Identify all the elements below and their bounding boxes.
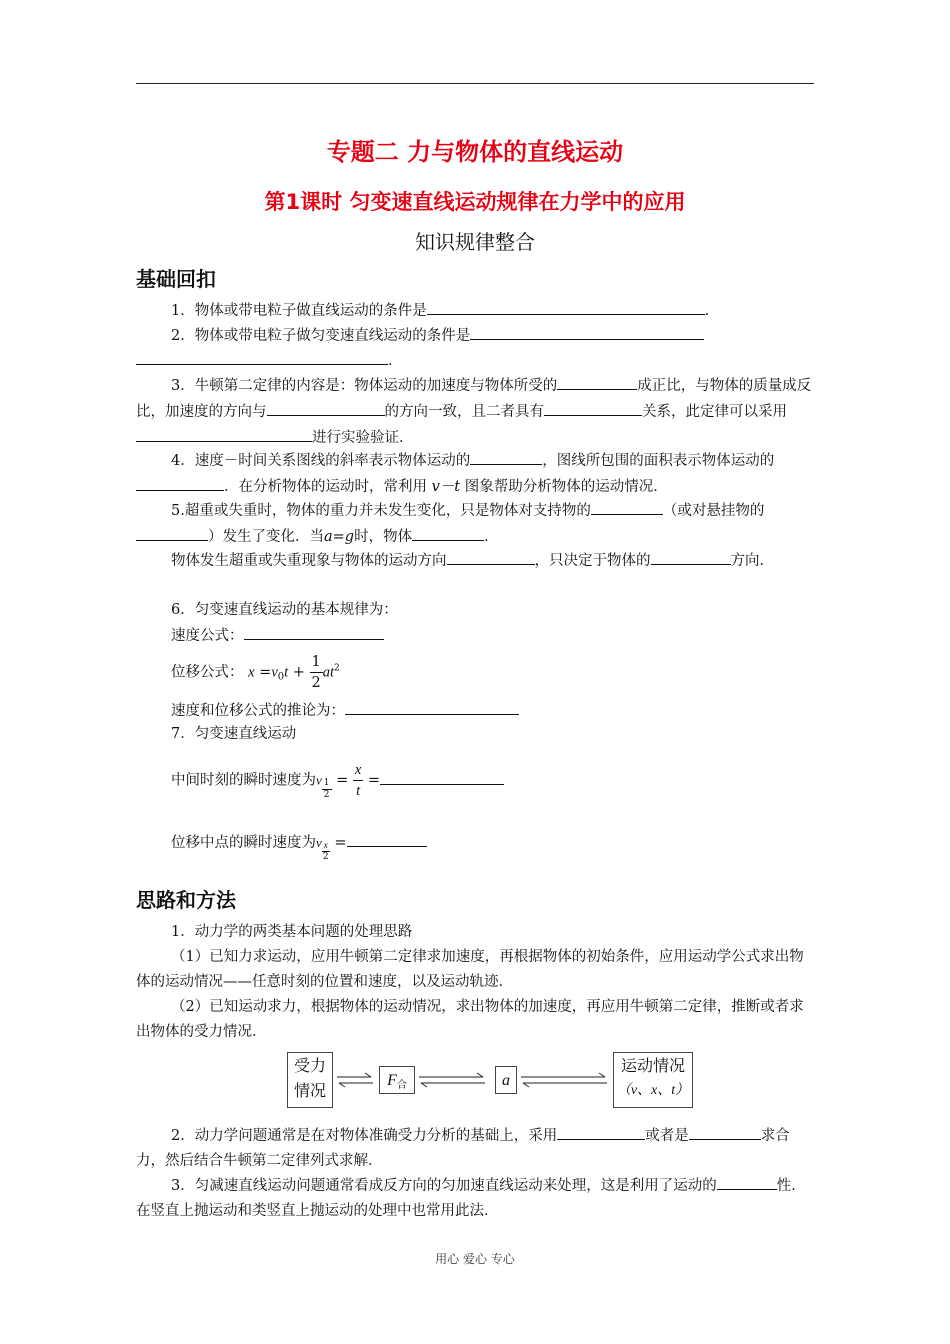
question-4: 4．速度－时间关系图线的斜率表示物体运动的 ，图线所包围的面积表示物体运动的．在分析物体的运动时，常利用 v－t 图象帮助分析物体的运动情况． <box>136 448 816 500</box>
derived-formula: 速度和位移公式的推论为： <box>171 698 816 724</box>
subtitle: 知识规律整合 <box>415 230 535 254</box>
acceleration-box: a <box>495 1066 517 1094</box>
mid-time-velocity: 中间时刻的瞬时速度为v $\frac{1}{2}$ = $\frac{x}{t}$ = <box>171 760 816 801</box>
question-5-cont: 物体发生超重或失重现象与物体的运动方向 ，只决定于物体的 方向． <box>136 548 816 574</box>
section-heading-basics: 基础回扣 <box>136 267 216 291</box>
method-1: 1．动力学的两类基本问题的处理思路 <box>171 924 413 940</box>
question-6: 6．匀变速直线运动的基本规律为： <box>171 602 398 618</box>
double-arrow-icon <box>519 1070 609 1090</box>
method-3: 3．匀减速直线运动问题通常看成反方向的匀加速直线运动来处理，这是利用了运动的 性．在竖直上抛运动和类竖直上抛运动的处理中也常用此法． <box>136 1173 816 1224</box>
question-2: 2．物体或带电粒子做匀变速直线运动的条件是 <box>171 323 816 349</box>
displacement-formula: 位移公式： $x =v_0t$ + $\frac{1}{2}$ $at^2$ <box>171 654 340 691</box>
method-1a: （1）已知力求运动，应用牛顿第二定律求加速度，再根据物体的初始条件，应用运动学公式求出物体的运动情况——任意时刻的位置和速度，以及运动轨迹． <box>136 949 804 990</box>
question-5: 5.超重或失重时，物体的重力并未发生变化，只是物体对支持物的 （或对悬挂物的）发生了变化．当a=g时，物体 ． <box>136 498 816 550</box>
page-footer: 用心 爱心 专心 <box>435 1252 515 1266</box>
mid-position-velocity: 位移中点的瞬时速度为v $\frac{x}{2}$ = <box>171 830 816 863</box>
motion-box: 运动情况 （v、x、t） <box>613 1052 693 1108</box>
question-2-cont: ． <box>136 348 816 374</box>
question-1: 1．物体或带电粒子做直线运动的条件是 ． <box>171 298 816 324</box>
section-heading-methods: 思路和方法 <box>136 888 236 912</box>
force-box: 受力 情况 <box>287 1052 333 1108</box>
velocity-formula: 速度公式： <box>171 623 816 649</box>
question-7: 7．匀变速直线运动 <box>171 726 297 742</box>
net-force-box: $F_合$ <box>379 1066 415 1094</box>
top-rule <box>136 83 814 84</box>
doc-title: 专题二 力与物体的直线运动 <box>326 137 624 166</box>
dynamics-flow-diagram <box>287 1052 707 1112</box>
question-3: 3．牛顿第二定律的内容是：物体运动的加速度与物体所受的 成正比，与物体的质量成反比，加速度的方向与 的方向一致，且二者具有 关系，此定律可以采用进行实验验证． <box>136 373 816 451</box>
lesson-title: 第1课时 匀变速直线运动规律在力学中的应用 <box>264 190 686 214</box>
method-1b: （2）已知运动求力，根据物体的运动情况，求出物体的加速度，再应用牛顿第二定律，推断或者求出物体的受力情况． <box>136 999 804 1040</box>
double-arrow-icon <box>335 1070 375 1090</box>
method-2: 2．动力学问题通常是在对物体准确受力分析的基础上，采用 或者是 求合力，然后结合牛顿第二定律列式求解． <box>136 1123 816 1174</box>
double-arrow-icon <box>417 1070 487 1090</box>
